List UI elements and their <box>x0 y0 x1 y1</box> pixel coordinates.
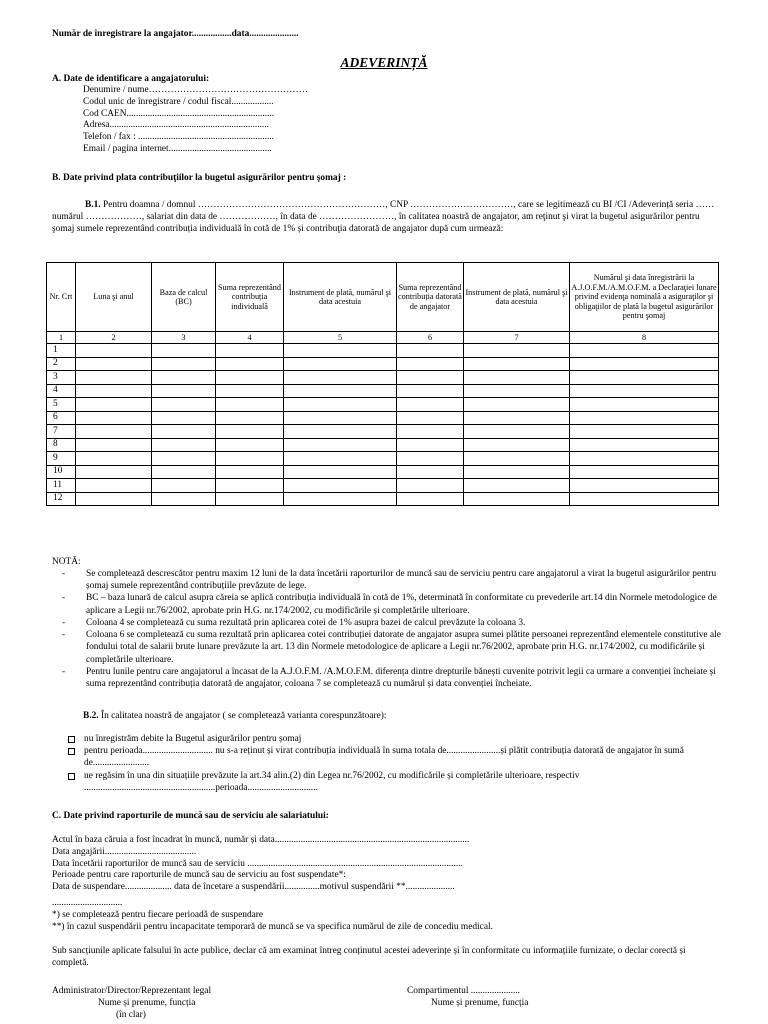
table-row <box>47 357 719 371</box>
col-header-month: Luna şi anul <box>76 263 152 332</box>
column-number: 1 <box>47 332 76 344</box>
b1-text[interactable]: Pentru doamna / domnul ……………………………………………………, CNP ……………………………, care se legitimează cu BI /CI /Adeverință seria …… numărul ………………, salariat din data de ………………, în data de ……………………, în calitatea noastră de angajator, am reţinut şi virat la bugetul asigurărilor pentru şomaj sumele reprezentând contribuția individuală în cotă de 1% și contribuţia datorată de angajator după cum urmează: <box>52 200 715 235</box>
nota-item: - Pentru lunile pentru care angajatorul a încasat de la A.J.O.F.M. /A.M.O.F.M. diferența dintre drepturile bănești cuvenite potrivit legii ca urmare a convenției încheiate și suma reprezentând contribuția datorată de angajator, coloana 7 se completează cu numărul și data convenției încheiate. <box>62 666 716 689</box>
nota-dash: - <box>62 630 66 641</box>
row-number: 8 <box>47 438 76 452</box>
row-number: 12 <box>47 492 76 506</box>
table-cell[interactable] <box>284 452 397 466</box>
table-header-row <box>47 263 719 332</box>
row-number: 7 <box>47 425 76 439</box>
col-header-payment-instrument-2: Instrument de plată, numărul şi data acestuia <box>464 263 570 332</box>
table-cell[interactable] <box>216 479 284 493</box>
table-cell[interactable] <box>397 411 464 425</box>
table-cell[interactable] <box>216 398 284 412</box>
table-cell[interactable] <box>152 398 216 412</box>
b2-text: În calitatea noastră de angajator ( se completează varianta corespunzătoare): <box>98 711 387 721</box>
b2-option-no-debts[interactable]: nu înregistrăm debite la Bugetul asigurărilor pentru șomaj <box>68 733 728 745</box>
document-title: ADEVERINȚĂ <box>340 55 428 70</box>
col-header-registration: Numărul şi data înregistrării la A.J.O.F.M./A.M.O.F.M. a Declaraţiei lunare privind evidenţa nominală a asiguraţilor şi obligaţiilor de plată la bugetul asigurărilor pentru şomaj <box>570 263 719 332</box>
suspension-dates-field[interactable]: Data de suspendare.................... data de încetare a suspendării...............motivul suspendării **..................... <box>52 882 455 893</box>
row-number: 5 <box>47 398 76 412</box>
table-cell[interactable] <box>152 411 216 425</box>
table-cell[interactable] <box>570 492 719 506</box>
section-a-title: A. Date de identificare a angajatorului: <box>52 74 210 84</box>
table-cell[interactable] <box>570 411 719 425</box>
table-cell[interactable] <box>570 438 719 452</box>
table-cell[interactable] <box>464 425 570 439</box>
col-header-individual-contribution: Suma reprezentând contribuția individuală <box>216 263 284 332</box>
table-cell[interactable] <box>284 411 397 425</box>
b2-option-period[interactable]: pentru perioada.............................. nu s-a reținut și virat contribuția individuală în suma totala de.......................și plătit contribuția datorată de angajator în sumă de........................ <box>68 745 728 769</box>
b2-option-art34[interactable]: ne regăsim în una din situațiile prevăzute la art.34 alin.(2) din Legea nr.76/2002, cu modificările și completările ulterioare, respectiv ........................................................perioada.............................. <box>68 770 728 794</box>
table-cell[interactable] <box>570 479 719 493</box>
table-cell[interactable] <box>216 371 284 385</box>
email-web-field[interactable]: Email / pagina internet............................................ <box>83 143 272 154</box>
table-cell[interactable] <box>152 492 216 506</box>
table-cell[interactable] <box>397 492 464 506</box>
table-cell[interactable] <box>284 398 397 412</box>
nota-item: - Coloana 4 se completează cu suma rezultată prin aplicarea cotei de 1% asupra bazei de calcul prevăzute la coloana 3. <box>62 617 526 628</box>
table-cell[interactable] <box>570 425 719 439</box>
table-cell[interactable] <box>397 398 464 412</box>
table-cell[interactable] <box>397 479 464 493</box>
row-number: 11 <box>47 479 76 493</box>
b1-paragraph <box>52 199 717 236</box>
table-cell[interactable] <box>570 465 719 479</box>
table-cell[interactable] <box>216 344 284 358</box>
table-row <box>47 465 719 479</box>
table-cell[interactable] <box>76 344 152 358</box>
signature-right-title: Compartimentul ..................... <box>407 986 521 996</box>
table-cell[interactable] <box>284 479 397 493</box>
registration-line: Număr de înregistrare la angajator.................data..................... <box>52 29 299 39</box>
table-cell[interactable] <box>152 384 216 398</box>
row-number: 4 <box>47 384 76 398</box>
section-c-fields <box>52 834 469 893</box>
row-number: 9 <box>47 452 76 466</box>
nota-list <box>62 568 722 690</box>
nota-dash: - <box>62 617 66 628</box>
footnote: **) în cazul suspendării pentru incapacitate temporară de muncă se va specifica numărul de zile de concediu medical. <box>52 922 493 932</box>
nota-dash: - <box>62 666 66 677</box>
column-number: 3 <box>152 332 216 344</box>
phone-fax-field[interactable]: Telefon / fax : .......................................................... <box>83 132 274 143</box>
table-cell[interactable] <box>76 357 152 371</box>
table-cell[interactable] <box>216 452 284 466</box>
b2-options <box>68 733 728 794</box>
table-cell[interactable] <box>284 425 397 439</box>
table-cell[interactable] <box>76 452 152 466</box>
table-cell[interactable] <box>76 425 152 439</box>
section-b-title: B. Date privind plata contribuţiilor la bugetul asigurărilor pentru şomaj : <box>52 173 347 183</box>
table-cell[interactable] <box>464 452 570 466</box>
employer-name-field[interactable]: Denumire / nume…………………………………………… <box>83 85 308 95</box>
checkbox-icon[interactable] <box>68 736 75 743</box>
table-cell[interactable] <box>152 344 216 358</box>
table-row <box>47 492 719 506</box>
table-cell[interactable] <box>464 479 570 493</box>
table-row <box>47 425 719 439</box>
signature-right-sub: Nume și prenume, funcția <box>431 998 529 1009</box>
table-cell[interactable] <box>284 492 397 506</box>
signature-block-right <box>407 985 528 1009</box>
table-cell[interactable] <box>216 492 284 506</box>
nota-dash: - <box>62 569 66 579</box>
column-number: 8 <box>570 332 719 344</box>
nota-item: - Se completează descrescător pentru maxim 12 luni de la data încetării raporturilor de muncă sau de serviciu pentru care angajatorul a virat la bugetul asigurărilor pentru șomaj sumele reprezentând contribuțiile prevăzute de lege. <box>62 569 717 592</box>
table-cell[interactable] <box>152 357 216 371</box>
table-cell[interactable] <box>76 438 152 452</box>
table-row <box>47 438 719 452</box>
signature-left-sub2: (în clar) <box>116 1010 146 1021</box>
section-a-fields <box>83 84 308 155</box>
table-cell[interactable] <box>570 384 719 398</box>
column-number-row <box>47 332 719 344</box>
table-cell[interactable] <box>76 398 152 412</box>
table-cell[interactable] <box>284 344 397 358</box>
declaration-text: Sub sancțiunile aplicate falsului în acte publice, declar că am examinat întreg conținutul acestei adeverințe și în conformitate cu informațiile furnizate, o declar corectă și completă. <box>52 946 686 969</box>
row-number: 10 <box>47 465 76 479</box>
suspension-periods-label: Perioade pentru care raporturile de muncă sau de serviciu au fost suspendate*: <box>52 870 346 881</box>
signature-block-left <box>52 985 211 1022</box>
b2-title <box>83 710 387 722</box>
address-field[interactable]: Adresa.................................................................... <box>83 120 269 131</box>
column-number: 2 <box>76 332 152 344</box>
table-cell[interactable] <box>152 371 216 385</box>
table-cell[interactable] <box>216 411 284 425</box>
fiscal-code-field[interactable]: Codul unic de înregistrare / codul fiscal.................. <box>83 96 274 107</box>
footnote: *) se completează pentru fiecare perioadă de suspendare <box>52 910 264 920</box>
col-header-nr: Nr. Crt <box>47 263 76 332</box>
table-cell[interactable] <box>570 371 719 385</box>
table-cell[interactable] <box>464 344 570 358</box>
row-number: 3 <box>47 371 76 385</box>
table-cell[interactable] <box>570 344 719 358</box>
table-cell[interactable] <box>76 384 152 398</box>
table-row <box>47 398 719 412</box>
b2-label: B.2. <box>83 711 99 721</box>
table-cell[interactable] <box>464 411 570 425</box>
col-header-employer-contribution: Suma reprezentând contribuția datorată de angajator <box>397 263 464 332</box>
footnotes <box>52 909 493 933</box>
table-cell[interactable] <box>76 411 152 425</box>
table-cell[interactable] <box>152 465 216 479</box>
table-row <box>47 371 719 385</box>
contributions-table <box>46 262 719 506</box>
nota-item: - Coloana 6 se completează cu suma rezultată prin aplicarea cotei contribuției datorate de angajator asupra sumei plătite persoanei reprezentând elementele constitutive ale fondului total de salarii brute lunare prevăzute la art. 13 din Normele metodologice de aplicare a Legii nr.76/2002, aprobate prin H.G. nr.174/2002, cu modificările și completările ulterioare. <box>62 630 721 665</box>
col-header-base: Baza de calcul (BC) <box>152 263 216 332</box>
table-cell[interactable] <box>570 398 719 412</box>
table-cell[interactable] <box>216 384 284 398</box>
table-cell[interactable] <box>76 492 152 506</box>
employment-act-field[interactable]: Actul în baza căruia a fost încadrat în muncă, număr și data................................................................................... <box>52 835 470 845</box>
row-number: 2 <box>47 357 76 371</box>
table-cell[interactable] <box>397 452 464 466</box>
column-number: 5 <box>284 332 397 344</box>
table-cell[interactable] <box>76 479 152 493</box>
table-cell[interactable] <box>397 438 464 452</box>
table-cell[interactable] <box>464 357 570 371</box>
table-cell[interactable] <box>284 384 397 398</box>
column-number: 6 <box>397 332 464 344</box>
nota-dash: - <box>62 593 66 604</box>
notes-separator: .............................. <box>52 898 123 908</box>
table-cell[interactable] <box>216 425 284 439</box>
table-cell[interactable] <box>464 398 570 412</box>
table-row <box>47 479 719 493</box>
table-cell[interactable] <box>397 465 464 479</box>
table-cell[interactable] <box>397 371 464 385</box>
table-cell[interactable] <box>397 344 464 358</box>
table-cell[interactable] <box>464 371 570 385</box>
signature-left-sub: Nume și prenume, funcția <box>98 998 196 1009</box>
table-cell[interactable] <box>152 425 216 439</box>
checkbox-icon[interactable] <box>68 748 75 755</box>
table-row <box>47 452 719 466</box>
table-cell[interactable] <box>152 479 216 493</box>
column-number: 7 <box>464 332 570 344</box>
column-number: 4 <box>216 332 284 344</box>
b1-label: B.1. <box>85 200 101 210</box>
table-cell[interactable] <box>397 384 464 398</box>
nota-item: - BC – baza lunară de calcul asupra căreia se aplică contribuția individuală în cotă de 1%, determinată în conformitate cu prevederile art.14 din Normele metodologice de aplicare a Legii nr.76/2002, aprobate prin H.G. nr.174/2002, cu modificările și completările ulterioare. <box>62 593 717 616</box>
table-cell[interactable] <box>464 465 570 479</box>
table-row <box>47 411 719 425</box>
termination-date-field[interactable]: Data încetării raporturilor de muncă sau de serviciu ............................................................................................ <box>52 858 463 869</box>
table-cell[interactable] <box>152 438 216 452</box>
col-header-payment-instrument-1: Instrument de plată, numărul şi data acestuia <box>284 263 397 332</box>
table-cell[interactable] <box>464 492 570 506</box>
checkbox-icon[interactable] <box>68 773 75 780</box>
nota-title: NOTĂ: <box>52 557 81 567</box>
table-cell[interactable] <box>216 438 284 452</box>
table-cell[interactable] <box>152 452 216 466</box>
table-cell[interactable] <box>397 425 464 439</box>
row-number: 1 <box>47 344 76 358</box>
table-cell[interactable] <box>216 465 284 479</box>
table-row <box>47 384 719 398</box>
table-cell[interactable] <box>284 438 397 452</box>
caen-code-field[interactable]: Cod CAEN............................................................... <box>83 108 275 119</box>
table-cell[interactable] <box>284 371 397 385</box>
table-row <box>47 344 719 358</box>
table-cell[interactable] <box>570 452 719 466</box>
table-cell[interactable] <box>284 465 397 479</box>
table-cell[interactable] <box>464 384 570 398</box>
hire-date-field[interactable]: Data angajării....................................... <box>52 846 197 857</box>
table-cell[interactable] <box>216 357 284 371</box>
signature-left-title: Administrator/Director/Reprezentant legal <box>52 986 212 996</box>
section-c-title: C. Date privind raporturile de muncă sau de serviciu ale salariatului: <box>52 811 329 821</box>
row-number: 6 <box>47 411 76 425</box>
table-cell[interactable] <box>284 357 397 371</box>
table-cell[interactable] <box>76 371 152 385</box>
table-cell[interactable] <box>397 357 464 371</box>
table-cell[interactable] <box>570 357 719 371</box>
table-cell[interactable] <box>464 438 570 452</box>
table-cell[interactable] <box>76 465 152 479</box>
